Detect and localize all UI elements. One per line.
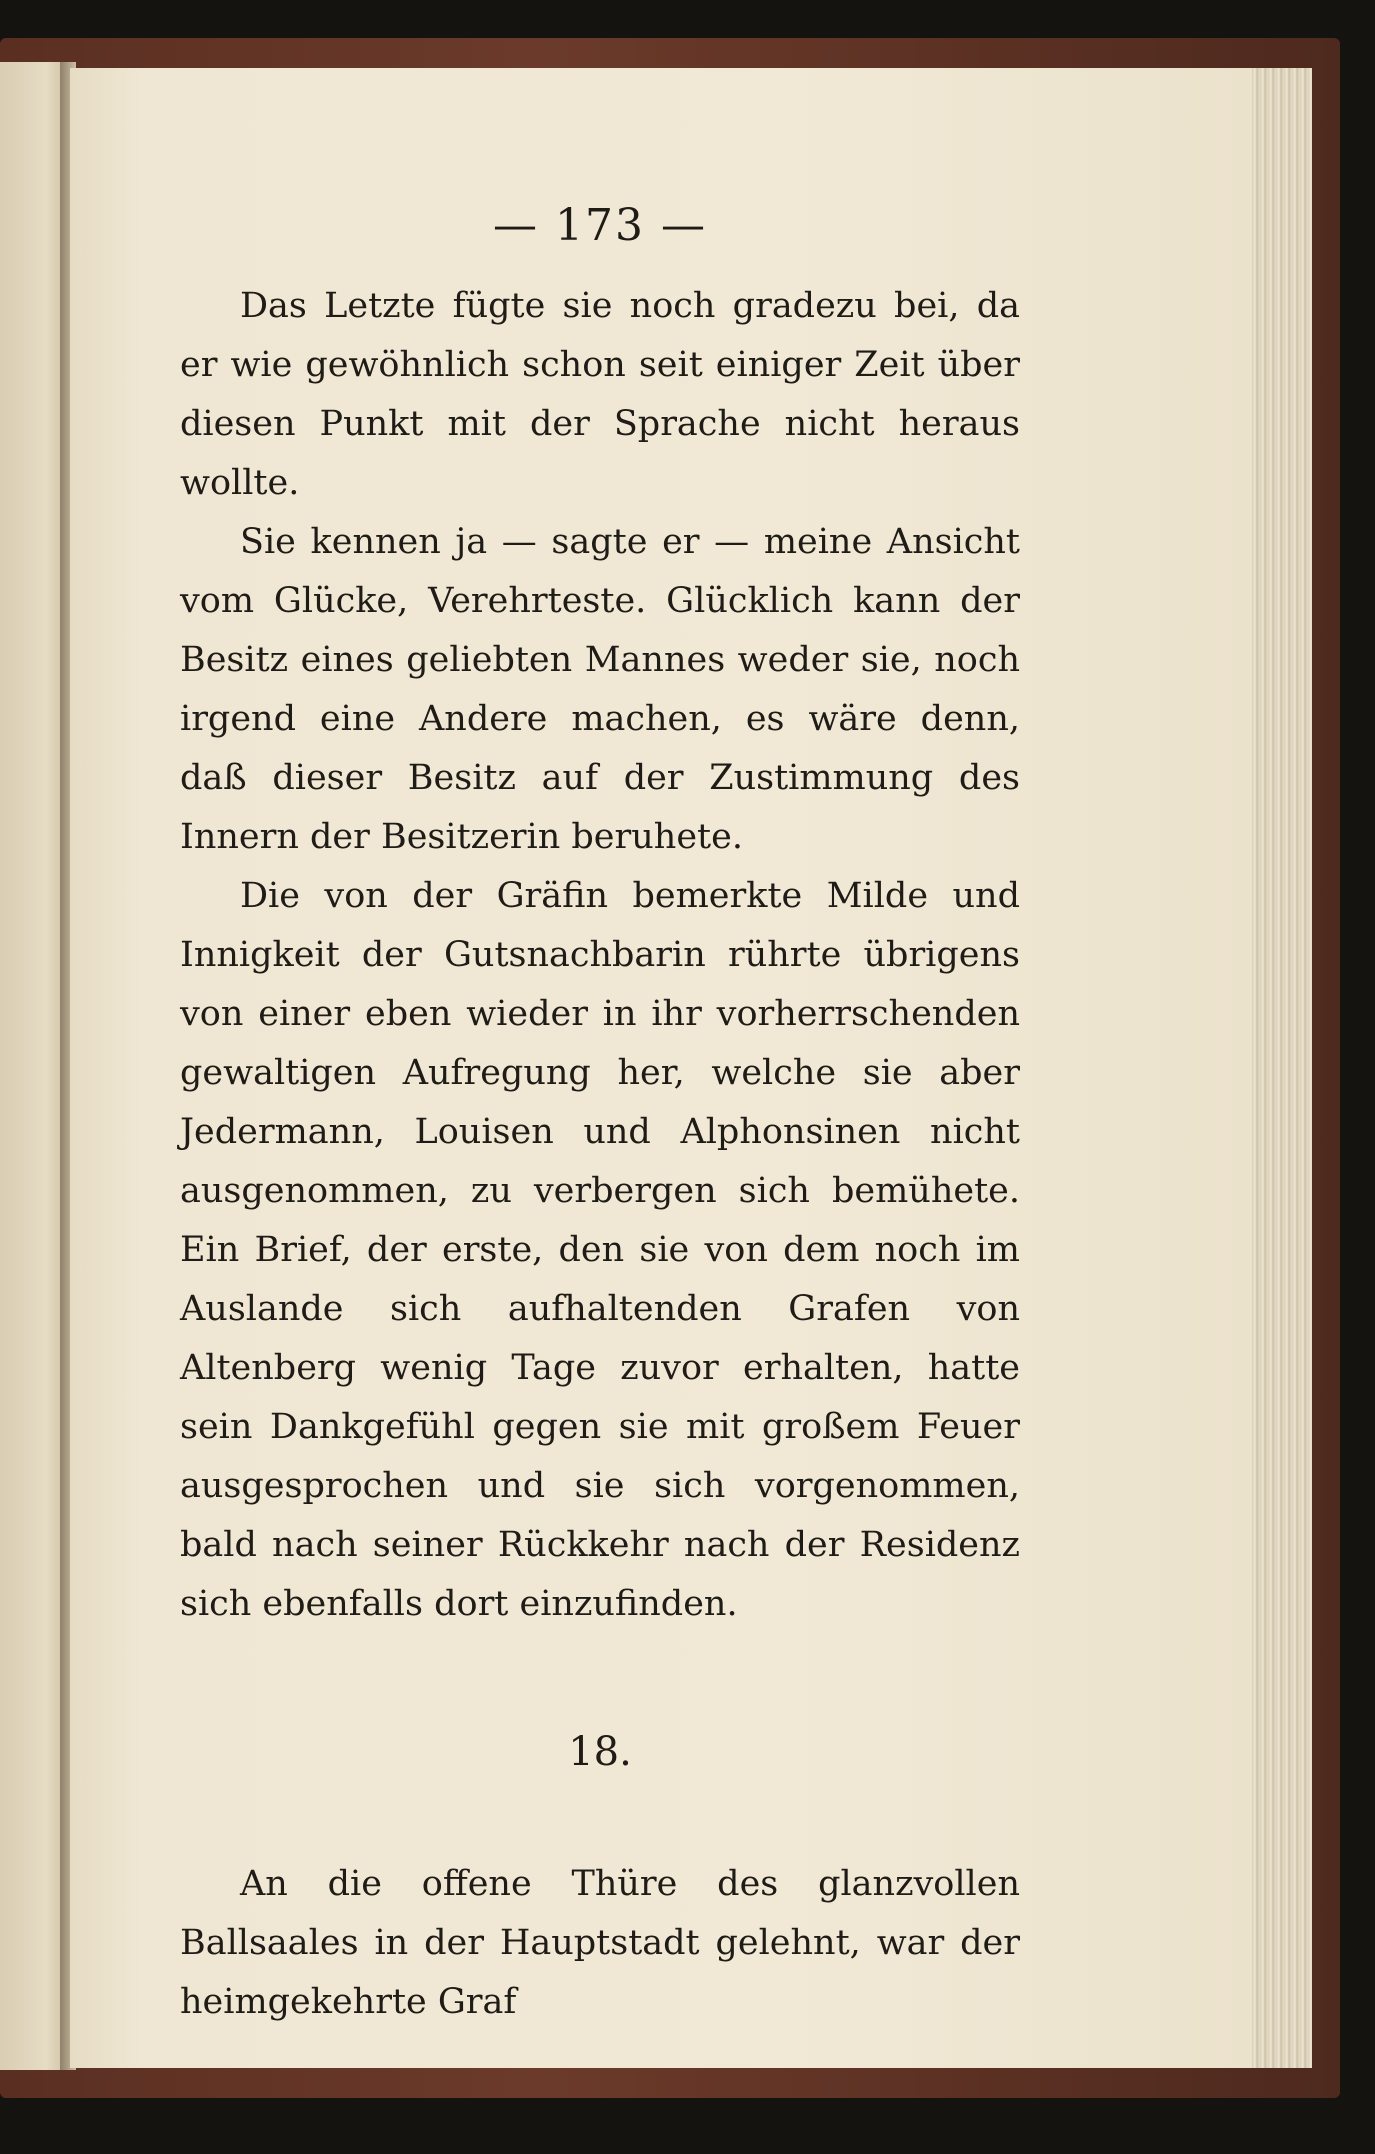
chapter-heading: 18. <box>568 1729 632 1775</box>
paragraph-1: Das Letzte fügte sie noch gradezu bei, da er wie gewöhnlich schon seit einiger Zeit über diesen Punkt mit der Sprache nicht heraus wollte. <box>180 286 1020 503</box>
paragraph-3: Die von der Gräfin bemerkte Milde und Innigkeit der Gutsnachbarin rührte übrigens von einer eben wieder in ihr vorherrschenden gewaltigen Aufregung her, welche sie aber Jedermann, Louisen und Alphonsinen nicht ausgenommen, zu verbergen sich bemühete. Ein Brief, der erste, den sie von dem noch im Auslande sich aufhaltenden Grafen von Altenberg wenig Tage zuvor erhalten, hatte sein Dankgefühl gegen sie mit großem Feuer ausgesprochen und sie sich vorgenommen, bald nach seiner Rückkehr nach der Residenz sich ebenfalls dort einzufinden. <box>180 876 1020 1624</box>
left-page-edge <box>0 62 66 2070</box>
chapter-paragraph: An die offene Thüre des glanzvollen Ballsaales in der Hauptstadt gelehnt, war der heimgekehrte Graf <box>180 1864 1020 2022</box>
page-content <box>180 200 1020 2032</box>
page-number-header: — 173 — <box>493 200 707 251</box>
paragraph-2: Sie kennen ja — sagte er — meine Ansicht vom Glücke, Verehrteste. Glücklich kann der Besitz eines geliebten Mannes weder sie, noch irgend eine Andere machen, es wäre denn, daß dieser Besitz auf der Zustimmung des Innern der Besitzerin beruhete. <box>180 522 1020 857</box>
page-edges <box>1252 68 1312 2068</box>
